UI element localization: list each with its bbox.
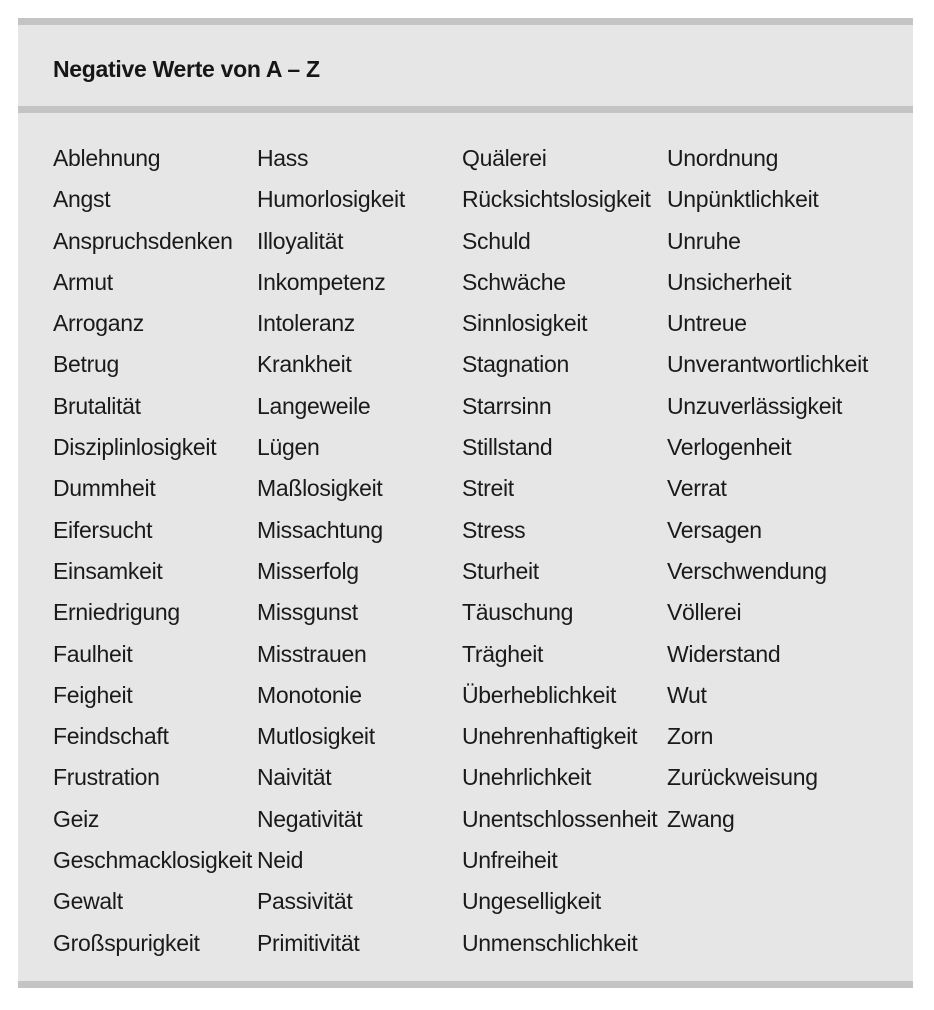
value-word: Schuld [462, 227, 531, 254]
value-word: Disziplinlosigkeit [53, 434, 217, 461]
value-word: Anspruchsdenken [53, 227, 233, 254]
value-word: Passivität [257, 888, 353, 915]
value-word: Sturheit [462, 557, 539, 584]
value-word: Geiz [53, 805, 100, 832]
value-word: Unzuverlässigkeit [667, 392, 843, 419]
value-word: Schwäche [462, 268, 566, 295]
value-word: Untreue [667, 310, 747, 337]
table-title: Negative Werte von A – Z [53, 56, 320, 82]
value-word: Verlogenheit [667, 434, 792, 461]
value-word: Stagnation [462, 351, 569, 378]
value-word: Unentschlossenheit [462, 805, 658, 832]
header-rule [18, 106, 913, 113]
value-word: Negativität [257, 805, 363, 832]
value-word: Missgunst [257, 599, 358, 626]
value-word: Armut [53, 268, 113, 295]
value-word: Feigheit [53, 681, 133, 708]
column-h-p [257, 138, 405, 964]
value-word: Eifersucht [53, 516, 153, 543]
value-word: Missachtung [257, 516, 383, 543]
value-word: Neid [257, 847, 304, 874]
value-word: Primitivität [257, 929, 360, 956]
value-word: Verschwendung [667, 557, 827, 584]
value-word: Misserfolg [257, 557, 359, 584]
value-word: Dummheit [53, 475, 156, 502]
value-word: Illoyalität [257, 227, 344, 254]
value-word: Geschmacklosigkeit [53, 847, 253, 874]
bottom-rule [18, 981, 913, 988]
top-rule [18, 18, 913, 25]
column-u-z [667, 138, 868, 840]
value-word: Inkompetenz [257, 268, 386, 295]
value-word: Gewalt [53, 888, 123, 915]
value-word: Täuschung [462, 599, 574, 626]
value-word: Betrug [53, 351, 119, 378]
value-word: Misstrauen [257, 640, 367, 667]
value-word: Brutalität [53, 392, 141, 419]
value-word: Stress [462, 516, 526, 543]
value-word: Quälerei [462, 145, 547, 171]
value-word: Unruhe [667, 227, 741, 254]
value-word: Sinnlosigkeit [462, 310, 588, 337]
value-word: Mutlosigkeit [257, 723, 375, 750]
value-word: Unehrenhaftigkeit [462, 723, 638, 750]
value-word: Zwang [667, 805, 735, 832]
value-word: Hass [257, 145, 309, 171]
value-word: Lügen [257, 434, 320, 461]
value-word: Frustration [53, 764, 160, 791]
value-word: Humorlosigkeit [257, 186, 405, 213]
value-word: Ablehnung [53, 145, 161, 171]
value-word: Krankheit [257, 351, 352, 378]
value-word: Streit [462, 475, 514, 502]
value-word: Völlerei [667, 599, 742, 626]
value-word: Überheblichkeit [462, 681, 617, 708]
value-word: Starrsinn [462, 392, 552, 419]
value-word: Feindschaft [53, 723, 169, 750]
value-word: Monotonie [257, 681, 362, 708]
values-table-panel [18, 18, 913, 988]
value-word: Widerstand [667, 640, 781, 667]
value-word: Intoleranz [257, 310, 356, 337]
value-word: Unpünktlichkeit [667, 186, 819, 213]
value-word: Unmenschlichkeit [462, 929, 638, 956]
column-a-g [53, 138, 252, 964]
value-word: Erniedrigung [53, 599, 180, 626]
value-word: Großspurigkeit [53, 929, 200, 956]
value-word: Unsicherheit [667, 268, 792, 295]
value-word: Unehrlichkeit [462, 764, 592, 791]
value-word: Angst [53, 186, 111, 213]
value-word: Stillstand [462, 434, 553, 461]
value-word: Unordnung [667, 145, 779, 171]
value-word: Faulheit [53, 640, 133, 667]
value-word: Zorn [667, 723, 714, 750]
value-word: Verrat [667, 475, 727, 502]
value-word: Zurückweisung [667, 764, 818, 791]
value-word: Versagen [667, 516, 762, 543]
value-word: Ungeselligkeit [462, 888, 601, 915]
value-word: Maßlosigkeit [257, 475, 383, 502]
value-word: Rücksichtslosigkeit [462, 186, 651, 213]
value-word: Unverantwortlichkeit [667, 351, 869, 378]
column-q-u [462, 138, 657, 964]
value-word: Einsamkeit [53, 557, 163, 584]
value-word: Naivität [257, 764, 332, 791]
value-word: Unfreiheit [462, 847, 558, 874]
value-word: Langeweile [257, 392, 371, 419]
value-word: Wut [667, 681, 707, 708]
value-word: Arroganz [53, 310, 144, 337]
value-word: Trägheit [462, 640, 544, 667]
